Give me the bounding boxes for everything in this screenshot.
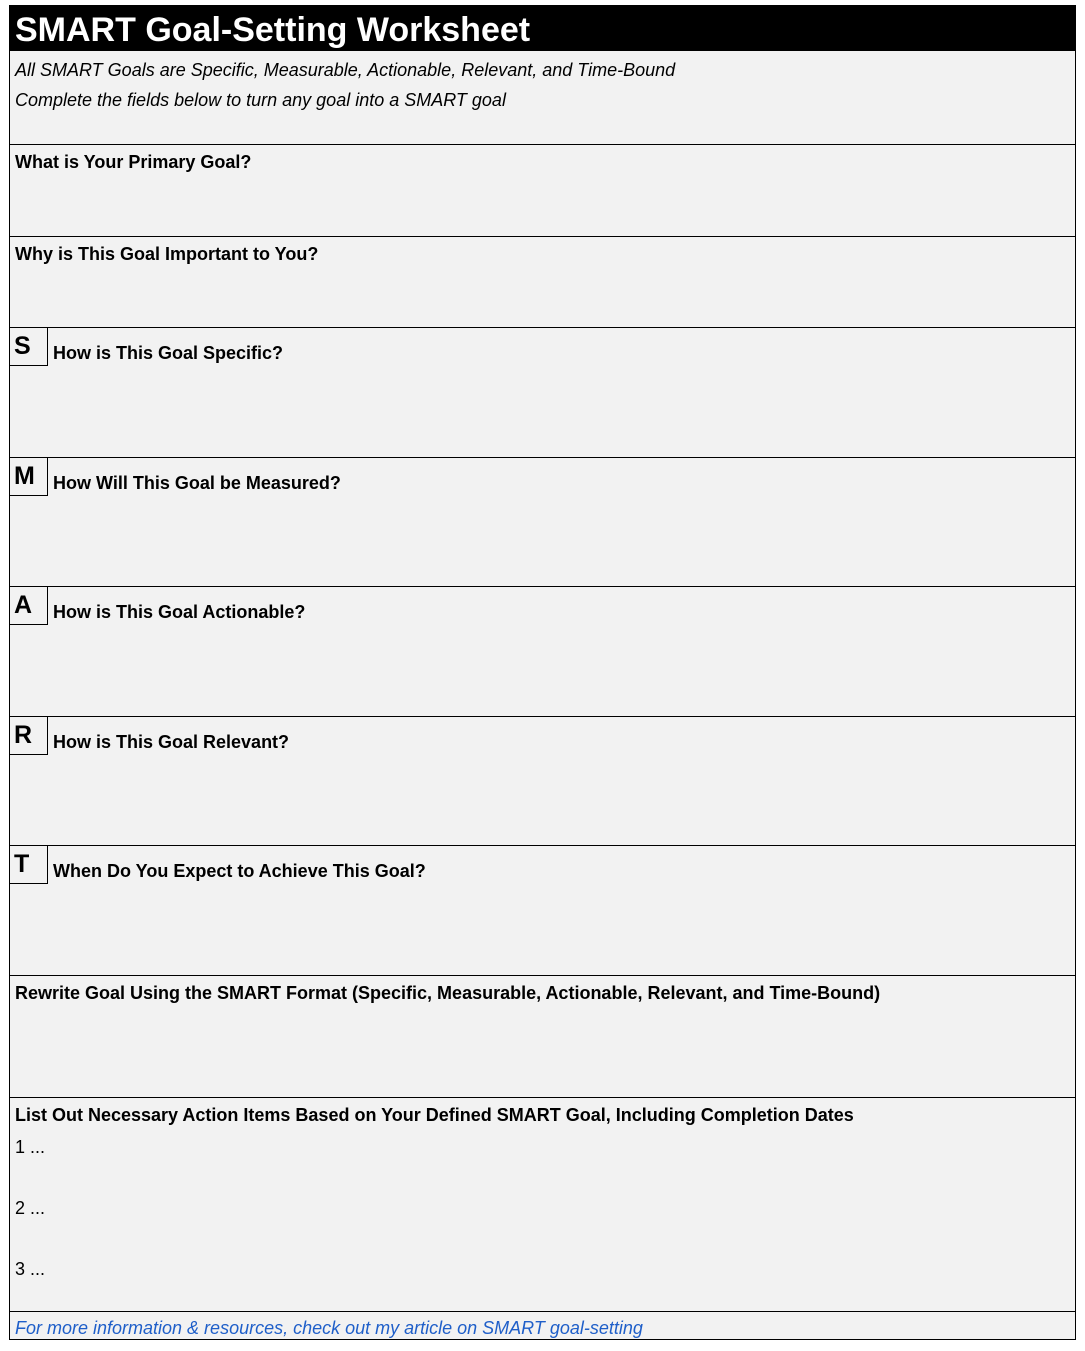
actionable-label: How is This Goal Actionable? [53,602,306,622]
time-bound-field[interactable] [10,846,1075,976]
action-items-label: List Out Necessary Action Items Based on Your Defined SMART Goal, Including Completion Dates [15,1105,854,1125]
page-title: SMART Goal-Setting Worksheet [15,11,531,49]
primary-goal-label: What is Your Primary Goal? [15,152,252,172]
worksheet [9,5,1076,1340]
rewrite-goal-field[interactable] [10,976,1075,1098]
letter-badge-s: S [10,328,48,366]
time-bound-label: When Do You Expect to Achieve This Goal? [53,861,426,881]
action-items-field[interactable] [10,1098,1075,1312]
action-item-2: 2 ... [15,1198,46,1218]
intro-line-2: Complete the fields below to turn any goal into a SMART goal [15,90,506,110]
action-item-1: 1 ... [15,1137,46,1157]
relevant-field[interactable] [10,717,1075,846]
smart-article-link[interactable]: For more information & resources, check out my article on SMART goal-setting [15,1318,643,1338]
importance-field[interactable] [10,237,1075,328]
letter-badge-r: R [10,717,48,755]
primary-goal-field[interactable] [10,145,1075,237]
letter-badge-a: A [10,587,48,625]
letter-badge-t: T [10,846,48,884]
specific-field[interactable] [10,328,1075,458]
title-bar [10,6,1075,51]
specific-label: How is This Goal Specific? [53,343,284,363]
importance-label: Why is This Goal Important to You? [15,244,319,264]
action-item-3: 3 ... [15,1259,46,1279]
relevant-label: How is This Goal Relevant? [53,732,290,752]
measurable-label: How Will This Goal be Measured? [53,473,341,493]
intro-section [10,51,1075,145]
actionable-field[interactable] [10,587,1075,717]
letter-badge-m: M [10,458,48,496]
measurable-field[interactable] [10,458,1075,587]
intro-line-1: All SMART Goals are Specific, Measurable, Actionable, Relevant, and Time-Bound [15,60,676,80]
rewrite-goal-label: Rewrite Goal Using the SMART Format (Specific, Measurable, Actionable, Relevant, and Time-Bound) [15,983,881,1003]
footer [10,1312,1075,1339]
